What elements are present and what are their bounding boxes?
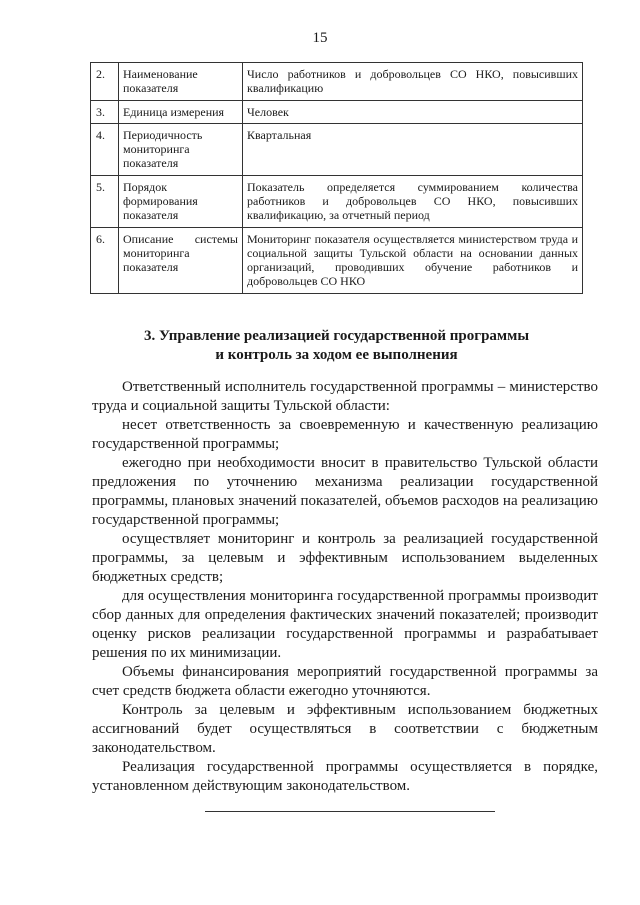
table-row <box>91 228 583 294</box>
section-body <box>92 378 598 796</box>
row-number: 2. <box>91 63 119 101</box>
row-value: Мониторинг показателя осуществляется министерством труда и социальной защиты Тульской области на основании данных организаций, проводивших обучение работников и добровольцев СО НКО <box>243 228 583 294</box>
table-row <box>91 101 583 124</box>
row-number: 5. <box>91 176 119 228</box>
row-number: 6. <box>91 228 119 294</box>
row-name: Наименование показателя <box>119 63 243 101</box>
paragraph: Контроль за целевым и эффективным использованием бюджетных ассигнований будет осуществляться в соответствии с бюджетным законодательством. <box>92 702 598 756</box>
paragraph: ежегодно при необходимости вносит в правительство Тульской области предложения по уточнению механизма реализации государственной программы, плановых значений показателей, объемов расходов на реализацию государственной программы; <box>92 455 598 528</box>
paragraph: несет ответственность за своевременную и качественную реализацию государственной программы; <box>92 417 598 452</box>
paragraph: Ответственный исполнитель государственной программы – министерство труда и социальной защиты Тульской области: <box>92 379 598 414</box>
section-heading <box>90 327 583 365</box>
paragraph: осуществляет мониторинг и контроль за реализацией государственной программы, за целевым и эффективным использованием выделенных бюджетных средств; <box>92 531 598 585</box>
page-number: 15 <box>312 30 328 46</box>
section-title-line-2: и контроль за ходом ее выполнения <box>215 347 458 363</box>
row-value: Число работников и добровольцев СО НКО, повысивших квалификацию <box>243 63 583 101</box>
row-name: Единица измерения <box>119 101 243 124</box>
row-value: Показатель определяется суммированием количества работников и добровольцев СО НКО, повысивших квалификацию, за отчетный период <box>243 176 583 228</box>
paragraph: для осуществления мониторинга государственной программы производит сбор данных для определения фактических значений показателей; производит оценку рисков реализации государственной программы и разрабатывает решения по их минимизации. <box>92 588 598 661</box>
end-divider <box>205 811 495 812</box>
table-row <box>91 176 583 228</box>
indicator-table <box>90 62 583 294</box>
row-value: Человек <box>243 101 583 124</box>
paragraph: Реализация государственной программы осуществляется в порядке, установленном действующим законодательством. <box>92 759 598 794</box>
row-name: Периодичность мониторинга показателя <box>119 124 243 176</box>
row-value: Квартальная <box>243 124 583 176</box>
row-name: Описание системы мониторинга показателя <box>119 228 243 294</box>
section-title-line-1: 3. Управление реализацией государственной программы <box>143 328 530 344</box>
row-name: Порядок формирования показателя <box>119 176 243 228</box>
row-number: 3. <box>91 101 119 124</box>
row-number: 4. <box>91 124 119 176</box>
table-row <box>91 124 583 176</box>
paragraph: Объемы финансирования мероприятий государственной программы за счет средств бюджета области ежегодно уточняются. <box>92 664 598 699</box>
table-row <box>91 63 583 101</box>
